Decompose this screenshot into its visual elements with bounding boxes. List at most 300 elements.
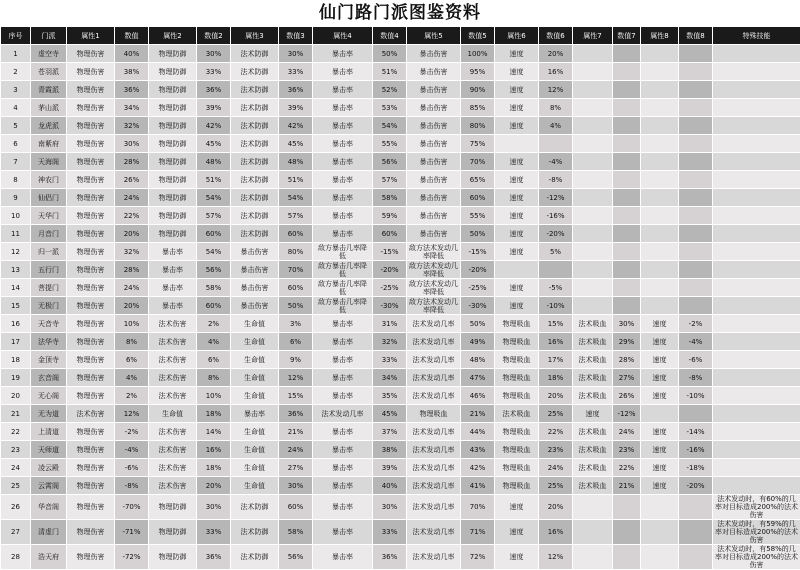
table-cell: 速度 [495, 189, 539, 207]
table-cell: 30% [279, 477, 313, 495]
table-cell: 法术防御 [231, 495, 279, 520]
table-cell: 生命值 [231, 333, 279, 351]
table-cell: 32% [115, 117, 149, 135]
table-cell: 55% [373, 135, 407, 153]
table-row [1, 153, 800, 171]
table-cell: 暴击伤害 [231, 261, 279, 279]
table-cell: 物理吸血 [495, 387, 539, 405]
table-cell: 物理伤害 [67, 545, 115, 570]
table-cell: -12% [539, 189, 573, 207]
table-cell: 速度 [641, 477, 679, 495]
table-cell: 44% [461, 423, 495, 441]
table-cell: -20% [679, 477, 713, 495]
table-cell: 物理防御 [149, 495, 197, 520]
table-cell [573, 225, 613, 243]
table-cell: 物理防御 [149, 520, 197, 545]
table-cell [713, 351, 800, 369]
table-cell: 18 [1, 351, 31, 369]
table-cell: 80% [461, 117, 495, 135]
table-cell: 法术防御 [231, 99, 279, 117]
table-cell: 敌方法术发动几率降低 [407, 279, 461, 297]
table-cell: 60% [373, 225, 407, 243]
table-cell: 36% [279, 81, 313, 99]
table-cell: 敌方法术发动几率降低 [407, 243, 461, 261]
table-cell: 48% [461, 351, 495, 369]
table-cell: 法术吸血 [573, 477, 613, 495]
table-cell: 100% [461, 45, 495, 63]
table-cell: -20% [373, 261, 407, 279]
table-cell: 39% [279, 99, 313, 117]
table-cell: 暴击伤害 [407, 207, 461, 225]
table-cell: 17 [1, 333, 31, 351]
table-cell: 神农门 [31, 171, 67, 189]
table-cell: 物理伤害 [67, 81, 115, 99]
table-cell: 法术发动几率 [407, 333, 461, 351]
table-cell: 物理伤害 [67, 351, 115, 369]
table-cell: 31% [373, 315, 407, 333]
table-cell: 2% [197, 315, 231, 333]
table-cell: 暴击率 [313, 81, 373, 99]
table-cell: 52% [373, 81, 407, 99]
table-cell: 无极门 [31, 297, 67, 315]
table-row [1, 243, 800, 261]
table-cell: 法术防御 [231, 189, 279, 207]
table-cell: 暴击率 [149, 279, 197, 297]
table-cell: 法术防御 [231, 545, 279, 570]
table-cell: 速度 [641, 423, 679, 441]
table-cell: 法术发动几率 [407, 387, 461, 405]
table-cell [713, 405, 800, 423]
table-cell: 法术伤害 [149, 315, 197, 333]
table-cell [679, 225, 713, 243]
table-cell [613, 189, 641, 207]
column-header: 数值8 [679, 27, 713, 45]
table-cell [613, 81, 641, 99]
table-cell: 龙虎派 [31, 117, 67, 135]
table-cell: 物理伤害 [67, 45, 115, 63]
table-cell: 50% [373, 45, 407, 63]
table-cell: 42% [197, 117, 231, 135]
table-row [1, 333, 800, 351]
table-cell: 60% [279, 495, 313, 520]
table-cell: 28% [115, 153, 149, 171]
table-cell [613, 279, 641, 297]
table-cell: 暴击率 [313, 477, 373, 495]
table-cell: 30% [197, 45, 231, 63]
table-cell [613, 225, 641, 243]
table-cell: 54% [373, 117, 407, 135]
table-cell: 24% [115, 279, 149, 297]
table-row [1, 135, 800, 153]
table-cell: 物理吸血 [495, 459, 539, 477]
table-cell: 法术防御 [231, 45, 279, 63]
table-cell: 五行门 [31, 261, 67, 279]
table-cell: 物理防御 [149, 545, 197, 570]
table-cell: 物理吸血 [495, 315, 539, 333]
table-cell: 37% [373, 423, 407, 441]
table-cell: 58% [279, 520, 313, 545]
table-cell [713, 315, 800, 333]
table-cell: 法术防御 [231, 117, 279, 135]
table-cell: -30% [373, 297, 407, 315]
table-cell: 70% [461, 153, 495, 171]
table-cell: 45% [373, 405, 407, 423]
table-cell: 暴击伤害 [407, 117, 461, 135]
table-cell [573, 207, 613, 225]
table-row [1, 441, 800, 459]
table-cell [679, 135, 713, 153]
table-cell: 90% [461, 81, 495, 99]
column-header: 数值6 [539, 27, 573, 45]
table-cell: 暴击率 [313, 225, 373, 243]
table-cell: 2% [115, 387, 149, 405]
table-cell: 速度 [495, 297, 539, 315]
table-cell: 60% [461, 189, 495, 207]
table-cell: 70% [279, 261, 313, 279]
table-cell: 暴击伤害 [407, 99, 461, 117]
table-cell: 法术发动几率 [407, 477, 461, 495]
table-cell: 速度 [641, 351, 679, 369]
table-cell: 物理伤害 [67, 225, 115, 243]
table-cell: 49% [461, 333, 495, 351]
table-cell: 物理伤害 [67, 297, 115, 315]
table-cell [713, 117, 800, 135]
table-cell: 58% [373, 189, 407, 207]
table-cell: 57% [197, 207, 231, 225]
table-cell: 4% [115, 369, 149, 387]
table-cell: 物理吸血 [495, 369, 539, 387]
table-cell [713, 243, 800, 261]
table-cell: 85% [461, 99, 495, 117]
table-cell [613, 495, 641, 520]
table-cell: -2% [679, 315, 713, 333]
table-cell: 25 [1, 477, 31, 495]
table-cell: 物理伤害 [67, 261, 115, 279]
table-cell: 虚空寺 [31, 45, 67, 63]
table-cell [713, 225, 800, 243]
table-cell: 11 [1, 225, 31, 243]
table-cell: -10% [679, 387, 713, 405]
table-cell: 16 [1, 315, 31, 333]
table-row [1, 495, 800, 520]
table-cell [641, 189, 679, 207]
table-cell: 物理伤害 [67, 171, 115, 189]
table-cell: 95% [461, 63, 495, 81]
table-cell: 46% [461, 387, 495, 405]
table-cell [573, 153, 613, 171]
table-body [1, 45, 800, 570]
table-cell: 56% [279, 545, 313, 570]
table-cell: 20% [539, 45, 573, 63]
table-cell: 暴击伤害 [407, 189, 461, 207]
table-cell: 敌方法术发动几率降低 [407, 261, 461, 279]
table-cell: 20% [115, 225, 149, 243]
table-cell: 法术防御 [231, 135, 279, 153]
table-cell: 法术吸血 [495, 405, 539, 423]
table-cell: 物理伤害 [67, 117, 115, 135]
table-cell: 生命值 [231, 459, 279, 477]
table-cell: 物理伤害 [67, 520, 115, 545]
table-cell: 法术吸血 [573, 315, 613, 333]
table-cell: 暴击伤害 [407, 171, 461, 189]
table-cell: 23 [1, 441, 31, 459]
table-cell: 法术伤害 [149, 387, 197, 405]
column-header: 数值 [115, 27, 149, 45]
column-header: 序号 [1, 27, 31, 45]
table-cell: 15 [1, 297, 31, 315]
table-cell: 速度 [495, 495, 539, 520]
table-cell: 物理伤害 [67, 189, 115, 207]
table-cell: 50% [461, 315, 495, 333]
table-row [1, 171, 800, 189]
table-cell: 8% [197, 369, 231, 387]
table-cell: 暴击率 [313, 423, 373, 441]
table-cell: 法术发动几率 [407, 369, 461, 387]
table-cell: 暴击伤害 [407, 135, 461, 153]
table-cell [713, 99, 800, 117]
table-cell [641, 45, 679, 63]
table-cell: 速度 [495, 117, 539, 135]
table-cell: 45% [279, 135, 313, 153]
table-cell: 生命值 [231, 351, 279, 369]
table-cell: 48% [197, 153, 231, 171]
table-cell: 41% [461, 477, 495, 495]
table-cell: 23% [539, 441, 573, 459]
table-cell [713, 153, 800, 171]
table-cell: 法术伤害 [149, 351, 197, 369]
table-cell: 20% [539, 387, 573, 405]
table-cell [573, 45, 613, 63]
table-cell: 36% [197, 545, 231, 570]
table-cell: 云霄阁 [31, 477, 67, 495]
table-row [1, 297, 800, 315]
column-header: 特殊技能 [713, 27, 800, 45]
table-cell: 20% [197, 477, 231, 495]
table-cell [679, 99, 713, 117]
table-cell: 16% [539, 333, 573, 351]
table-cell: 物理伤害 [67, 459, 115, 477]
table-cell: 无为道 [31, 405, 67, 423]
table-cell: 32% [373, 333, 407, 351]
table-row [1, 117, 800, 135]
table-cell: 24% [613, 423, 641, 441]
table-cell: 25% [539, 477, 573, 495]
table-cell: -20% [539, 225, 573, 243]
table-cell: 清虚门 [31, 520, 67, 545]
table-cell: 18% [197, 459, 231, 477]
table-cell: 玄音阁 [31, 369, 67, 387]
table-cell: 24% [539, 459, 573, 477]
table-cell [495, 261, 539, 279]
table-cell: 法术发动时，有58%的几率对目标造成200%的法术伤害 [713, 545, 800, 570]
table-cell: 20% [115, 297, 149, 315]
table-cell: 4% [539, 117, 573, 135]
table-cell: 16% [197, 441, 231, 459]
table-cell: 速度 [495, 153, 539, 171]
table-cell: 凌云殿 [31, 459, 67, 477]
table-row [1, 369, 800, 387]
table-cell [641, 81, 679, 99]
table-cell: 生命值 [231, 315, 279, 333]
table-cell: 59% [373, 207, 407, 225]
table-cell: 生命值 [231, 441, 279, 459]
table-cell: 法术发动几率 [407, 315, 461, 333]
table-cell [539, 261, 573, 279]
table-cell [713, 297, 800, 315]
table-cell: 13 [1, 261, 31, 279]
table-cell: 物理吸血 [495, 477, 539, 495]
table-cell: 4 [1, 99, 31, 117]
table-cell [713, 207, 800, 225]
column-header: 属性7 [573, 27, 613, 45]
table-cell: 72% [461, 545, 495, 570]
table-cell: 51% [279, 171, 313, 189]
table-cell [641, 261, 679, 279]
table-cell: 6% [279, 333, 313, 351]
table-cell: 暴击率 [313, 459, 373, 477]
table-cell [713, 81, 800, 99]
header-row [1, 27, 800, 45]
table-cell: -4% [115, 441, 149, 459]
table-cell [641, 405, 679, 423]
table-cell [679, 117, 713, 135]
table-cell: 30% [197, 495, 231, 520]
table-cell: 速度 [495, 207, 539, 225]
table-cell: 速度 [641, 315, 679, 333]
table-cell: 法术伤害 [149, 459, 197, 477]
table-cell: 苍羽派 [31, 63, 67, 81]
table-cell: 法华寺 [31, 333, 67, 351]
table-cell: 华音阁 [31, 495, 67, 520]
sect-table [0, 26, 800, 570]
table-cell: 法术吸血 [573, 459, 613, 477]
table-cell: -12% [613, 405, 641, 423]
table-cell: 南紫府 [31, 135, 67, 153]
table-cell: -70% [115, 495, 149, 520]
table-cell: -4% [679, 333, 713, 351]
table-cell: 物理伤害 [67, 135, 115, 153]
table-cell: 生命值 [231, 369, 279, 387]
table-cell: 5% [539, 243, 573, 261]
table-cell: 暴击率 [149, 261, 197, 279]
table-cell: 物理防御 [149, 45, 197, 63]
table-cell: 32% [115, 243, 149, 261]
table-cell: 金顶寺 [31, 351, 67, 369]
table-row [1, 279, 800, 297]
table-cell: 暴击率 [313, 189, 373, 207]
table-row [1, 63, 800, 81]
table-row [1, 207, 800, 225]
table-cell: 15% [279, 387, 313, 405]
table-cell: 物理防御 [149, 225, 197, 243]
table-cell: 敌方暴击几率降低 [313, 297, 373, 315]
table-cell: 47% [461, 369, 495, 387]
table-cell [613, 117, 641, 135]
table-cell: 法术吸血 [573, 369, 613, 387]
table-cell: 暴击伤害 [231, 297, 279, 315]
table-cell: 浩天府 [31, 545, 67, 570]
table-cell [679, 45, 713, 63]
table-cell: 21 [1, 405, 31, 423]
table-cell: 法术防御 [231, 153, 279, 171]
table-cell: 法术发动几率 [407, 423, 461, 441]
table-cell: 20% [539, 495, 573, 520]
table-cell [495, 135, 539, 153]
table-cell: 天师道 [31, 441, 67, 459]
table-cell: 71% [461, 520, 495, 545]
table-cell [679, 297, 713, 315]
table-cell: 物理伤害 [67, 99, 115, 117]
table-cell: 12 [1, 243, 31, 261]
table-cell: -5% [539, 279, 573, 297]
table-cell: 物理伤害 [67, 63, 115, 81]
table-cell: 14% [197, 423, 231, 441]
table-cell [573, 135, 613, 153]
table-row [1, 387, 800, 405]
table-cell: 53% [373, 99, 407, 117]
table-cell: 26% [613, 387, 641, 405]
table-cell: 物理伤害 [67, 495, 115, 520]
table-cell [613, 63, 641, 81]
table-cell: 物理防御 [149, 153, 197, 171]
table-cell: 法术防御 [231, 171, 279, 189]
table-cell: 物理伤害 [67, 279, 115, 297]
table-cell: 28% [115, 261, 149, 279]
table-cell [679, 495, 713, 520]
table-cell: 28% [613, 351, 641, 369]
table-cell [613, 135, 641, 153]
table-cell: 物理吸血 [407, 405, 461, 423]
table-cell: 9% [279, 351, 313, 369]
table-cell: 暴击伤害 [231, 279, 279, 297]
table-cell: 10% [115, 315, 149, 333]
table-cell: 物理吸血 [495, 351, 539, 369]
table-cell [641, 243, 679, 261]
table-cell: 40% [115, 45, 149, 63]
table-row [1, 315, 800, 333]
table-cell: 60% [197, 297, 231, 315]
table-cell: 33% [197, 520, 231, 545]
table-cell [641, 495, 679, 520]
table-cell: 暴击伤害 [407, 45, 461, 63]
table-cell: 法术防御 [231, 207, 279, 225]
table-cell: 56% [197, 261, 231, 279]
table-cell: -71% [115, 520, 149, 545]
table-cell: 速度 [641, 333, 679, 351]
table-cell: 法术伤害 [149, 423, 197, 441]
table-cell [641, 207, 679, 225]
table-cell: 30% [115, 135, 149, 153]
table-cell: -72% [115, 545, 149, 570]
table-cell: 36% [197, 81, 231, 99]
table-cell: 法术吸血 [573, 333, 613, 351]
table-cell: -8% [679, 369, 713, 387]
table-row [1, 261, 800, 279]
table-cell: 物理吸血 [495, 333, 539, 351]
table-cell: 速度 [641, 459, 679, 477]
table-cell [613, 207, 641, 225]
table-cell: 速度 [495, 225, 539, 243]
table-cell [641, 117, 679, 135]
table-cell: 48% [279, 153, 313, 171]
table-cell: 21% [279, 423, 313, 441]
table-cell: 暴击率 [313, 99, 373, 117]
table-cell: 物理防御 [149, 63, 197, 81]
table-cell: 33% [279, 63, 313, 81]
page-title: 仙门路门派图鉴资料 [0, 0, 800, 26]
column-header: 属性3 [231, 27, 279, 45]
column-header: 属性6 [495, 27, 539, 45]
